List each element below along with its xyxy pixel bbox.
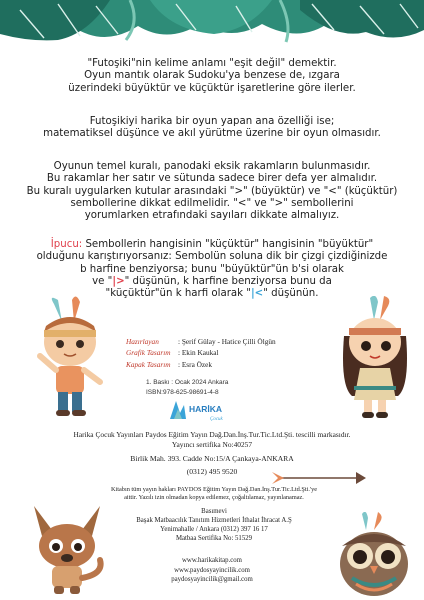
text-segment: ve " bbox=[92, 275, 113, 287]
printer-title: Basımevi bbox=[201, 508, 227, 515]
credit-row bbox=[126, 359, 276, 370]
text-line: "Futoşiki"nin kelime anlamı "eşit değil" demektir. bbox=[87, 58, 337, 69]
text-line: Bu kuralı uygularken kutular arasındaki ">" (büyüktür) ve "<" (küçüktür) bbox=[26, 185, 398, 197]
tropical-leaves-decoration bbox=[0, 0, 424, 60]
credit-label: Grafik Tasarım bbox=[126, 348, 171, 358]
web-links bbox=[110, 556, 314, 585]
text-line: yorumlarken etrafındaki sayıları dikkate almalıyız. bbox=[84, 210, 340, 222]
text-line bbox=[14, 239, 410, 251]
k-symbol: |< bbox=[250, 288, 264, 300]
copyright-line: aittir. Yazılı izin olmadan kopya edilemez, çoğaltılamaz, yayınlanamaz. bbox=[124, 494, 304, 502]
printer-line: Başak Matbaacılık Tanıtım Hizmetleri İthalat İhracat A.Ş bbox=[136, 517, 292, 524]
text-line: matematiksel düşünce ve akıl yürütme üzerine bir oyun olmasıdır. bbox=[43, 128, 381, 140]
rules-paragraph bbox=[14, 161, 410, 222]
credit-value: : Şerif Gülay - Hatice Çilli Ölgün bbox=[178, 337, 276, 346]
printer-line: Yenimahalle / Ankara (0312) 397 16 17 bbox=[160, 526, 268, 533]
hint-label: İpucu: bbox=[50, 239, 83, 250]
publisher-info bbox=[0, 430, 424, 449]
publisher-address: Birlik Mah. 393. Cadde No:15/A Çankaya-ANKARA bbox=[130, 454, 294, 463]
credit-label: Kapak Tasarım bbox=[126, 359, 171, 369]
feather-arrow-decoration bbox=[272, 468, 366, 488]
boy-character-illustration bbox=[20, 296, 120, 421]
text-line: Oyun mantık olarak Sudoku'ya benzese de, ızgara bbox=[84, 70, 340, 82]
text-line: Futoşikiyi harika bir oyun yapan ana özelliği ise; bbox=[89, 116, 335, 127]
edition-line: 1. Baskı : Ocak 2024 Ankara bbox=[146, 379, 229, 386]
publisher-certificate: Yayıncı sertifika No:40257 bbox=[171, 439, 253, 449]
intro-paragraph-2 bbox=[14, 116, 410, 141]
text-line: b harfine benziyorsa; bunu "büyüktür"ün b'si olarak bbox=[80, 263, 344, 275]
text-line: olduğunu karıştırıyorsanız: Sembolün soluna dik bir çizgi çizdiğinizde bbox=[36, 251, 388, 263]
logo-subtext: Çocuk bbox=[210, 417, 223, 422]
credit-row bbox=[126, 336, 276, 347]
text-segment: "küçüktür"ün k harfi olarak " bbox=[105, 288, 251, 300]
text-segment: " düşünün. bbox=[263, 288, 319, 300]
owl-character-illustration bbox=[332, 512, 416, 598]
text-line: üzerindeki büyüktür ve küçüktür işaretlerine göre ilerler. bbox=[68, 82, 356, 94]
credit-value: : Esra Özek bbox=[178, 359, 213, 369]
intro-paragraph-1 bbox=[14, 58, 410, 95]
logo-text: HARİKA bbox=[189, 404, 223, 414]
website-link[interactable]: www.paydosyayincilik.com bbox=[174, 566, 250, 574]
text-segment: Sembollerin hangisinin "küçüktür" hangisinin "büyüktür" bbox=[82, 239, 374, 250]
copyright-notice bbox=[96, 486, 332, 502]
harika-logo bbox=[166, 399, 232, 423]
text-line: sembollerine dikkat edilmelidir. "<" ve ">" sembollerini bbox=[70, 197, 354, 209]
isbn-line: ISBN:978-625-98691-4-8 bbox=[146, 388, 219, 396]
b-symbol: |> bbox=[112, 275, 125, 287]
hint-paragraph bbox=[14, 239, 410, 300]
fox-character-illustration bbox=[24, 500, 110, 596]
publisher-line: Harika Çocuk Yayınları Paydos Eğitim Yayın Dağ.Dan.İnş.Tur.Tic.Ltd.Şti. tescilli markasıdır. bbox=[73, 430, 351, 439]
text-line: Bu rakamlar her satır ve sütunda sadece birer defa yer almalıdır. bbox=[46, 173, 378, 185]
edition-info bbox=[146, 378, 228, 397]
credit-row bbox=[126, 347, 276, 358]
email-link[interactable]: paydosyayincilik@gmail.com bbox=[171, 576, 253, 584]
credits-block bbox=[126, 336, 276, 370]
printer-info bbox=[96, 507, 332, 543]
copyright-line: Kitabın tüm yayın hakları PAYDOS Eğitim Yayın Dağ.Dan.İnş.Tur.Tic.Ltd.Şti.'ye bbox=[110, 486, 318, 493]
website-link[interactable]: www.harikakitap.com bbox=[182, 557, 242, 564]
text-segment: " düşünün, k harfine benziyorsa bunu da bbox=[124, 275, 332, 287]
credit-value: : Ekin Kaukal bbox=[178, 348, 219, 358]
text-line: Oyunun temel kuralı, panodaki eksik rakamların bulunmasıdır. bbox=[53, 161, 371, 172]
publisher-phone: (0312) 495 9520 bbox=[186, 467, 238, 476]
printer-line: Matbaa Sertifika No: 51529 bbox=[175, 535, 253, 542]
credit-label: Hazırlayan bbox=[126, 337, 159, 346]
text-line bbox=[14, 276, 410, 288]
girl-character-illustration bbox=[330, 296, 420, 421]
